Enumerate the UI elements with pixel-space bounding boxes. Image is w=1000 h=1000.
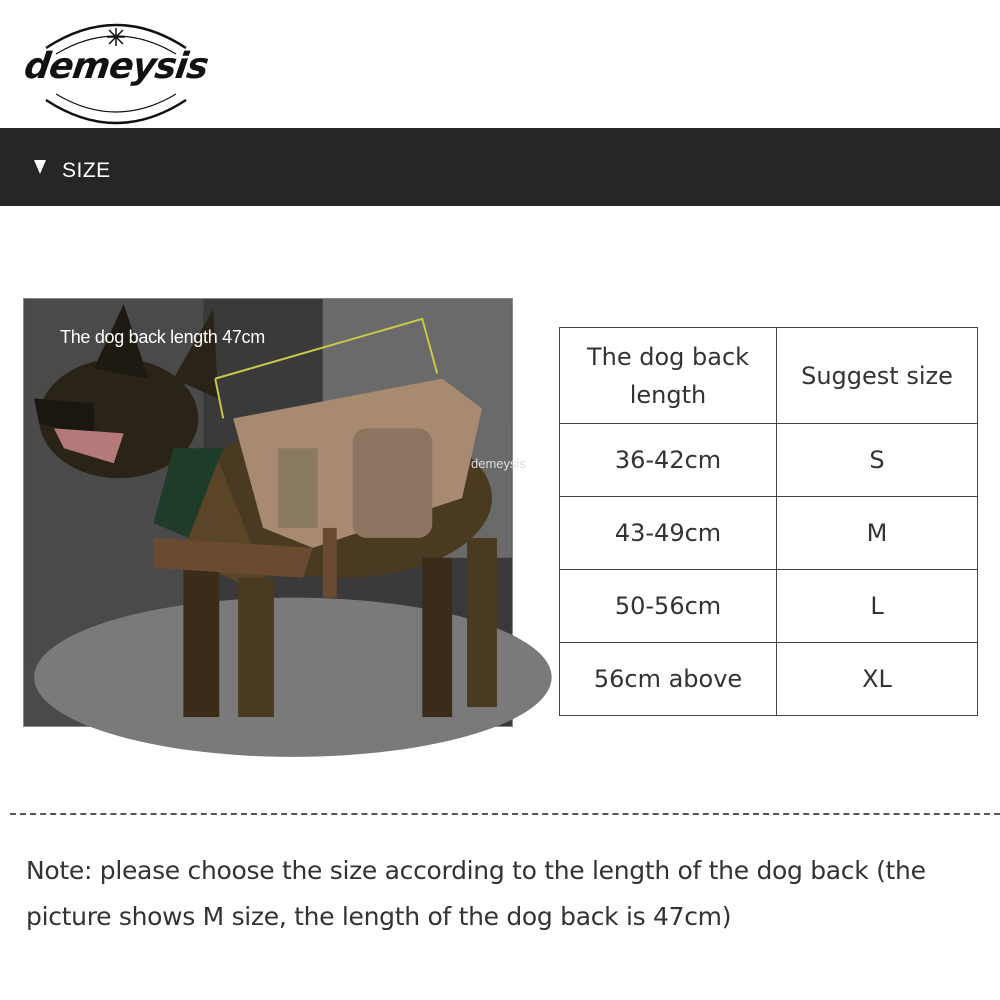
table-header-row xyxy=(560,328,978,424)
size-cell: S xyxy=(777,424,978,497)
section-header xyxy=(0,128,1000,206)
sparkle-icon xyxy=(107,28,125,46)
dog-harness-illustration xyxy=(24,299,512,726)
table-row xyxy=(560,497,978,570)
caret-down-icon xyxy=(34,160,46,174)
back-length-cell: 43-49cm xyxy=(560,497,777,570)
size-cell: L xyxy=(777,570,978,643)
table-row xyxy=(560,643,978,716)
brand-name: demeysis xyxy=(21,46,211,87)
back-length-cell: 36-42cm xyxy=(560,424,777,497)
table-row xyxy=(560,424,978,497)
header-suggest-size: Suggest size xyxy=(777,328,978,424)
table-row xyxy=(560,570,978,643)
section-title: SIZE xyxy=(62,159,111,182)
brand-logo xyxy=(8,14,224,130)
size-chart-table xyxy=(559,327,978,716)
header-back-length: The dog back length xyxy=(560,328,777,424)
photo-caption: The dog back length 47cm xyxy=(60,327,265,347)
product-photo xyxy=(23,298,526,727)
photo-watermark: demeysis xyxy=(471,456,526,471)
back-length-cell: 50-56cm xyxy=(560,570,777,643)
back-length-cell: 56cm above xyxy=(560,643,777,716)
dashed-divider xyxy=(10,813,1000,815)
size-cell: M xyxy=(777,497,978,570)
size-cell: XL xyxy=(777,643,978,716)
size-note: Note: please choose the size according to the length of the dog back (the picture shows M size, the length of the dog back is 47cm) xyxy=(26,856,926,931)
